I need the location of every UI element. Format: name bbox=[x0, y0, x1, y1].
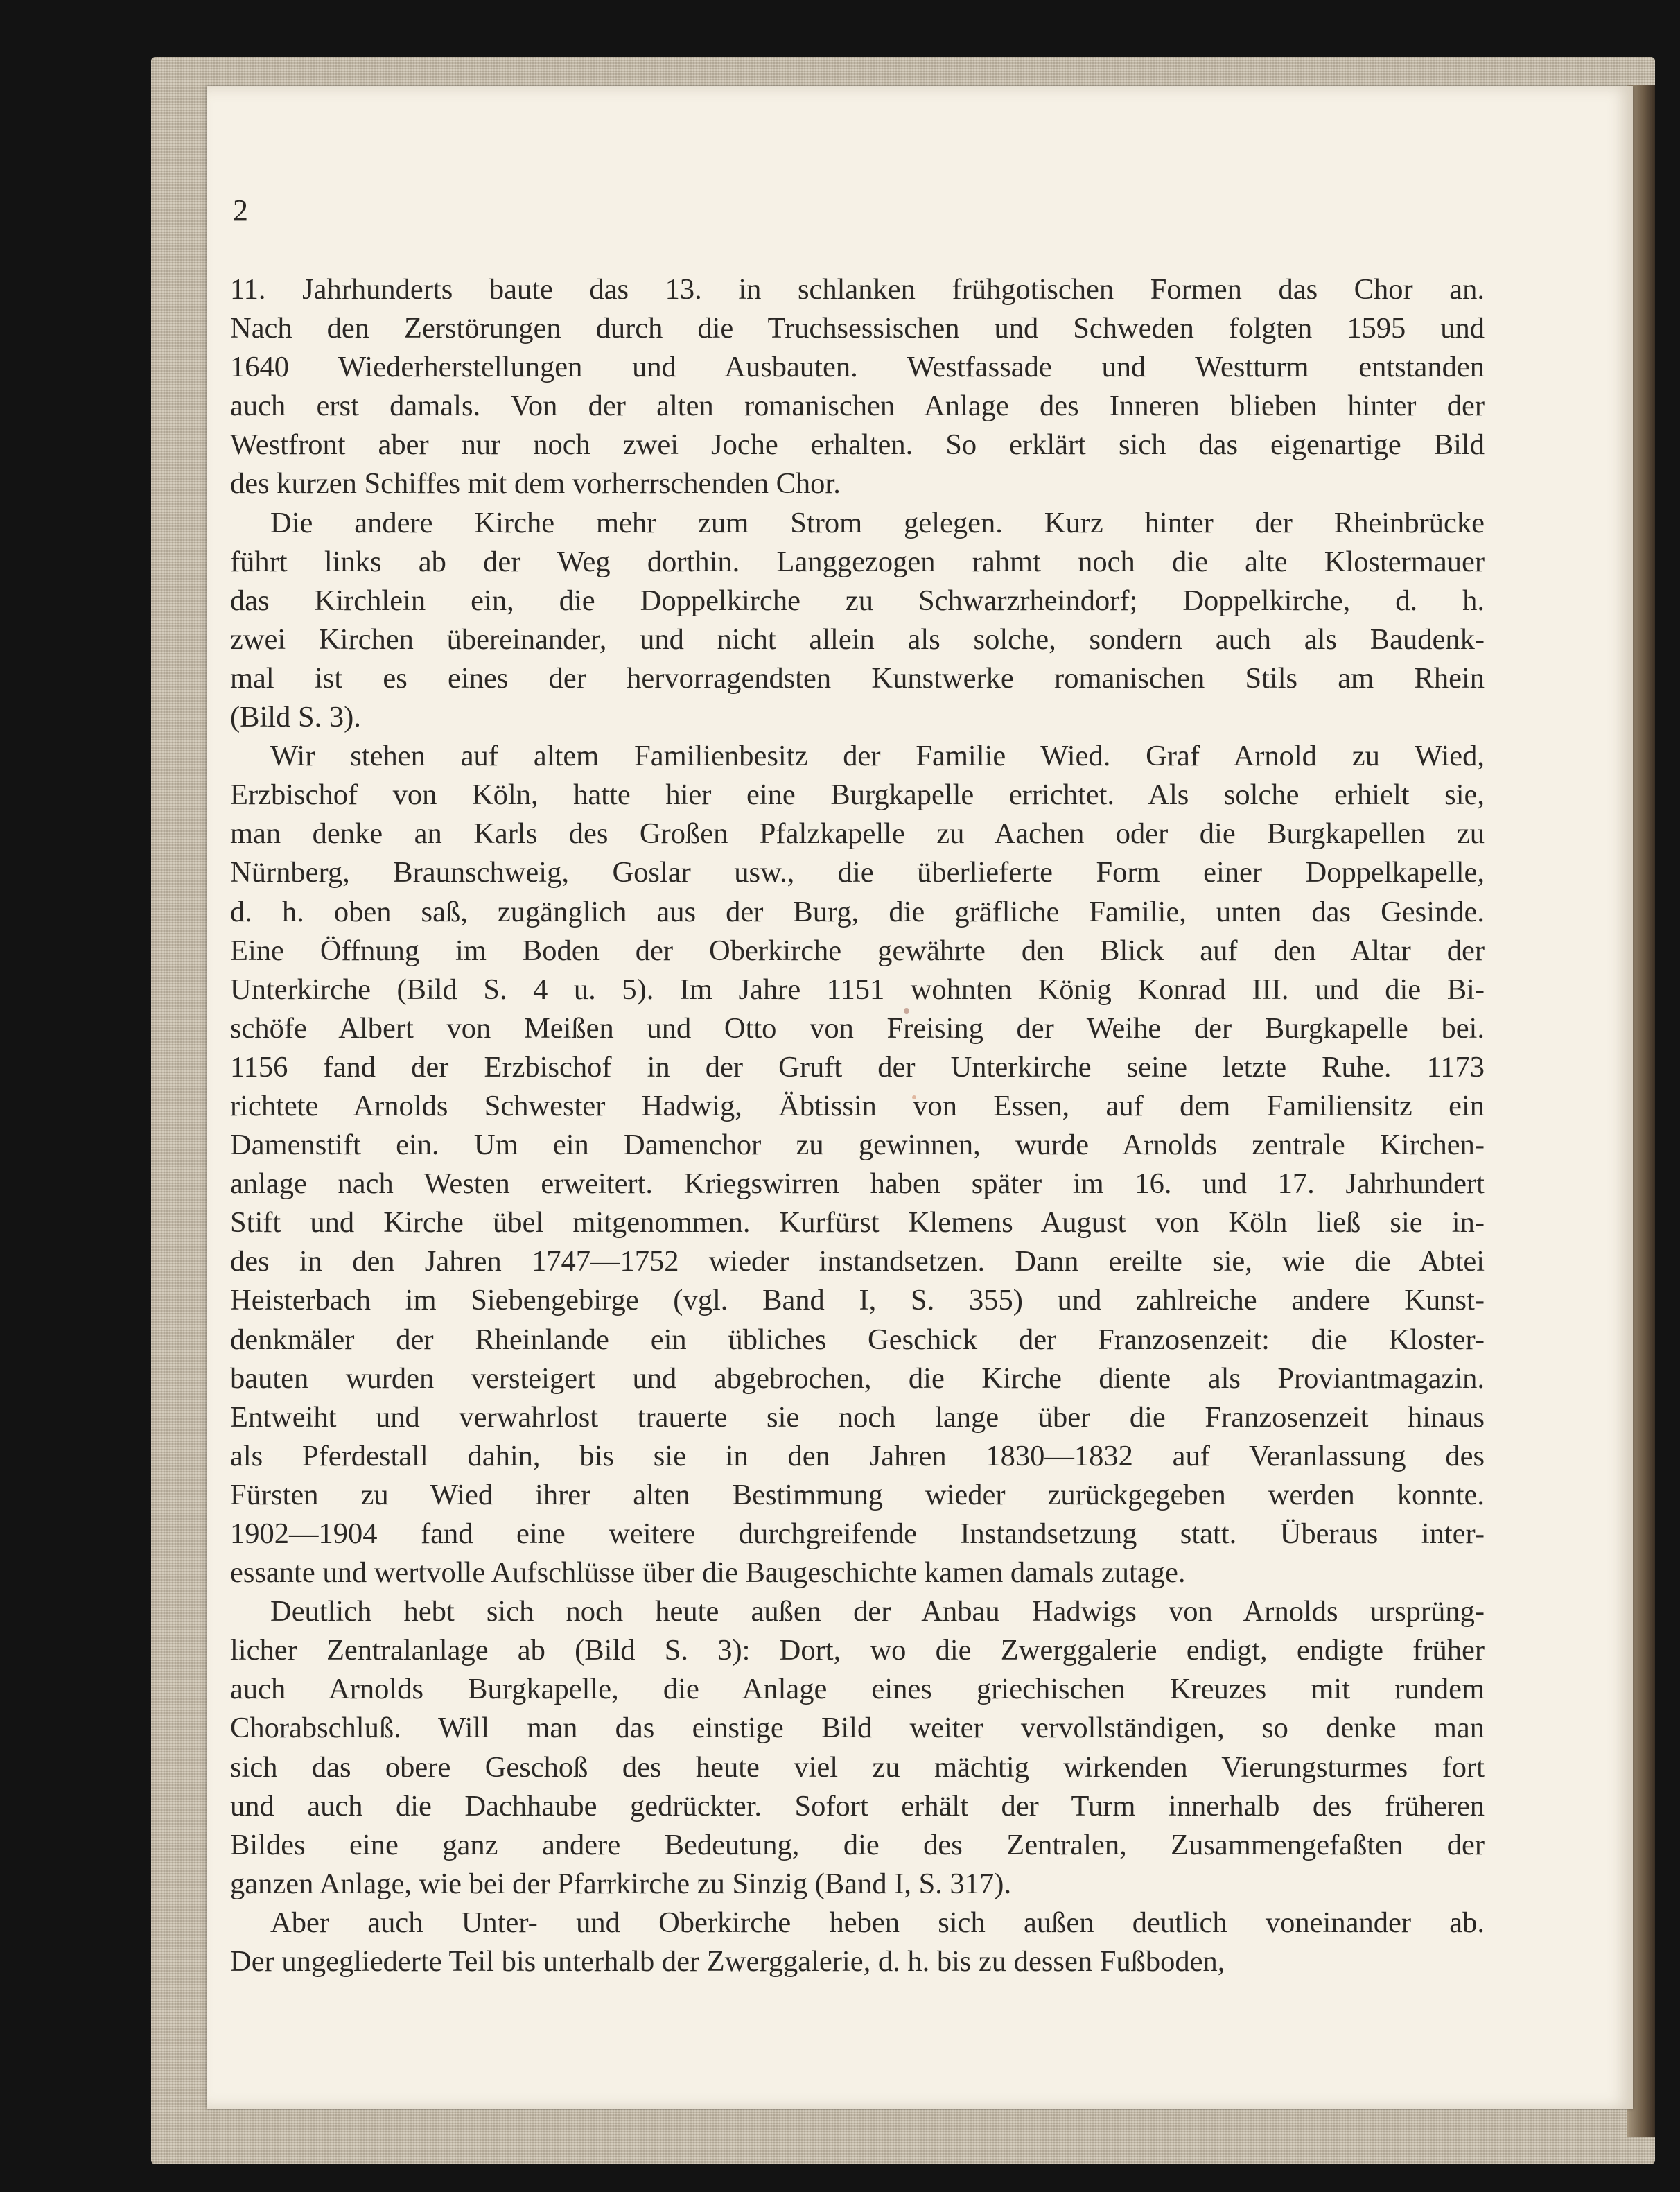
text-line: 1156 fand der Erzbischof in der Gruft der Unterkirche seine letzte Ruhe. 1173 bbox=[230, 1050, 1485, 1084]
text-line: Deutlich hebt sich noch heute außen der Anbau Hadwigs von Arnolds ursprüng- bbox=[270, 1595, 1485, 1628]
text-line: Fürsten zu Wied ihrer alten Bestimmung wieder zurückgegeben werden konnte. bbox=[230, 1478, 1485, 1511]
text-line: ganzen Anlage, wie bei der Pfarrkirche zu Sinzig (Band I, S. 317). bbox=[230, 1867, 1012, 1900]
text-line: Nach den Zerstörungen durch die Truchsessischen und Schweden folgten 1595 und bbox=[230, 312, 1485, 345]
text-line: auch erst damals. Von der alten romanischen Anlage des Inneren blieben hinter der bbox=[230, 390, 1485, 423]
text-line: zwei Kirchen übereinander, und nicht allein als solche, sondern auch als Baudenk- bbox=[230, 623, 1485, 656]
text-line: d. h. oben saß, zugänglich aus der Burg, die gräfliche Familie, unten das Gesinde. bbox=[230, 895, 1485, 928]
text-line: sich das obere Geschoß des heute viel zu mächtig wirkenden Vierungsturmes fort bbox=[230, 1750, 1485, 1784]
text-line: 1902—1904 fand eine weitere durchgreifende Instandsetzung statt. Überaus inter- bbox=[230, 1517, 1485, 1550]
text-line: (Bild S. 3). bbox=[230, 701, 361, 734]
text-line: des in den Jahren 1747—1752 wieder instandsetzen. Dann ereilte sie, wie die Abtei bbox=[230, 1245, 1485, 1278]
text-line: und auch die Dachhaube gedrückter. Sofort erhält der Turm innerhalb des früheren bbox=[230, 1789, 1485, 1823]
text-line: das Kirchlein ein, die Doppelkirche zu Schwarzrheindorf; Doppelkirche, d. h. bbox=[230, 584, 1485, 617]
paragraph bbox=[230, 737, 1485, 1592]
text-line: Der ungegliederte Teil bis unterhalb der Zwerggalerie, d. h. bis zu dessen Fußboden, bbox=[230, 1945, 1225, 1978]
text-line: Nürnberg, Braunschweig, Goslar usw., die überlieferte Form einer Doppelkapelle, bbox=[230, 856, 1485, 889]
text-line: Bildes eine ganz andere Bedeutung, die des Zentralen, Zusammengefaßten der bbox=[230, 1828, 1485, 1861]
text-line: als Pferdestall dahin, bis sie in den Jahren 1830—1832 auf Veranlassung des bbox=[230, 1439, 1485, 1472]
text-line: Die andere Kirche mehr zum Strom gelegen. Kurz hinter der Rheinbrücke bbox=[270, 506, 1485, 539]
text-line: richtete Arnolds Schwester Hadwig, Äbtissin von Essen, auf dem Familiensitz ein bbox=[230, 1089, 1485, 1122]
text-line: Aber auch Unter- und Oberkirche heben sich außen deutlich voneinander ab. bbox=[270, 1906, 1485, 1939]
text-line: Wir stehen auf altem Familienbesitz der Familie Wied. Graf Arnold zu Wied, bbox=[270, 740, 1485, 773]
text-line: bauten wurden versteigert und abgebrochen, die Kirche diente als Proviantmagazin. bbox=[230, 1362, 1485, 1395]
text-line: führt links ab der Weg dorthin. Langgezogen rahmt noch die alte Klostermauer bbox=[230, 545, 1485, 578]
text-line: licher Zentralanlage ab (Bild S. 3): Dort, wo die Zwerggalerie endigt, endigte früher bbox=[230, 1634, 1485, 1667]
text-line: Heisterbach im Siebengebirge (vgl. Band I, S. 355) und zahlreiche andere Kunst- bbox=[230, 1284, 1485, 1317]
page-number: 2 bbox=[233, 193, 248, 227]
text-line: anlage nach Westen erweitert. Kriegswirren haben später im 16. und 17. Jahrhundert bbox=[230, 1167, 1485, 1201]
text-line: Entweiht und verwahrlost trauerte sie noch lange über die Franzosenzeit hinaus bbox=[230, 1400, 1485, 1434]
text-line: 1640 Wiederherstellungen und Ausbauten. Westfassade und Westturm entstanden bbox=[230, 351, 1485, 384]
text-line: essante und wertvolle Aufschlüsse über die Baugeschichte kamen damals zutage. bbox=[230, 1556, 1186, 1590]
text-line: Stift und Kirche übel mitgenommen. Kurfürst Klemens August von Köln ließ sie in- bbox=[230, 1206, 1485, 1239]
text-line: denkmäler der Rheinlande ein übliches Geschick der Franzosenzeit: die Kloster- bbox=[230, 1323, 1485, 1356]
body-text bbox=[230, 270, 1485, 1981]
text-line: des kurzen Schiffes mit dem vorherrschenden Chor. bbox=[230, 467, 841, 501]
paragraph bbox=[230, 504, 1485, 738]
paragraph bbox=[230, 270, 1485, 504]
text-line: Damenstift ein. Um ein Damenchor zu gewinnen, wurde Arnolds zentrale Kirchen- bbox=[230, 1129, 1485, 1162]
text-line: schöfe Albert von Meißen und Otto von Freising der Weihe der Burgkapelle bei. bbox=[230, 1011, 1485, 1045]
text-line: Eine Öffnung im Boden der Oberkirche gewährte den Blick auf den Altar der bbox=[230, 934, 1485, 967]
text-line: mal ist es eines der hervorragendsten Kunstwerke romanischen Stils am Rhein bbox=[230, 661, 1485, 695]
text-line: Unterkirche (Bild S. 4 u. 5). Im Jahre 1151 wohnten König Konrad III. und die Bi- bbox=[230, 973, 1485, 1006]
text-line: 11. Jahrhunderts baute das 13. in schlanken frühgotischen Formen das Chor an. bbox=[230, 273, 1485, 306]
text-line: Westfront aber nur noch zwei Joche erhalten. So erklärt sich das eigenartige Bild bbox=[230, 428, 1485, 462]
text-line: Erzbischof von Köln, hatte hier eine Burgkapelle errichtet. Als solche erhielt sie, bbox=[230, 778, 1485, 812]
paragraph bbox=[230, 1592, 1485, 1904]
text-line: auch Arnolds Burgkapelle, die Anlage eines griechischen Kreuzes mit rundem bbox=[230, 1673, 1485, 1706]
text-line: man denke an Karls des Großen Pfalzkapelle zu Aachen oder die Burgkapellen zu bbox=[230, 817, 1485, 851]
paragraph bbox=[230, 1904, 1485, 1981]
text-line: Chorabschluß. Will man das einstige Bild weiter vervollständigen, so denke man bbox=[230, 1712, 1485, 1745]
